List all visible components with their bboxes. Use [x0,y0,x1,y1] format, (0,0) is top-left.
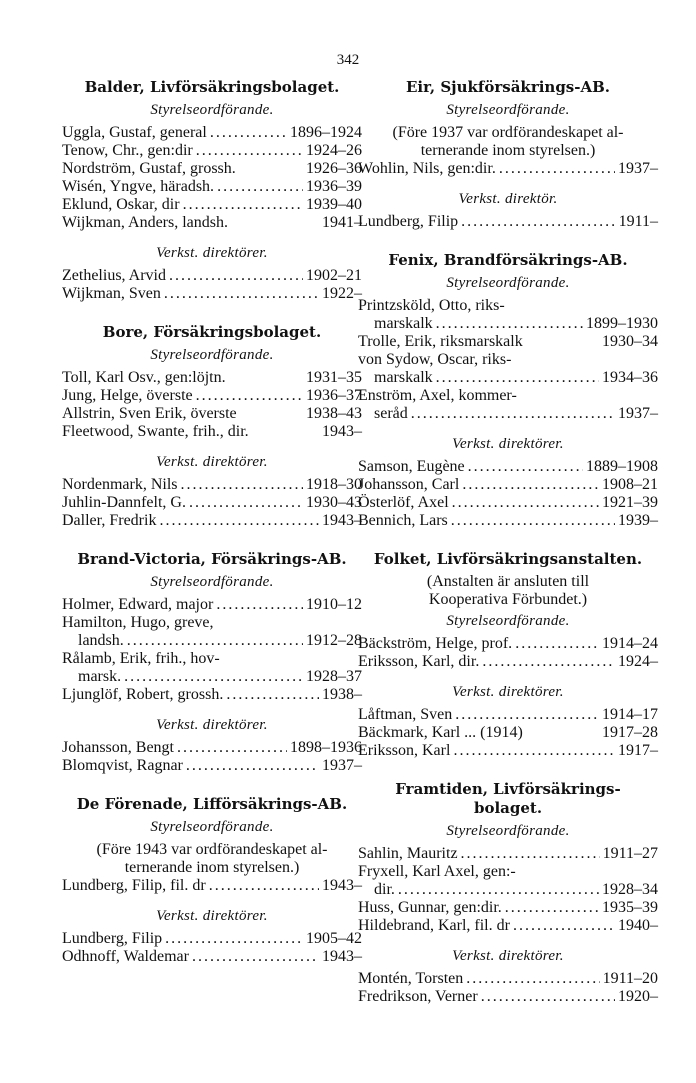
section-fenix [358,251,658,530]
board-entry: Huss, Gunnar, gen:dir. ..... 1935–39 [358,899,658,917]
board-heading: Styrelseordförande. [446,613,570,629]
director-entry: Eriksson, Karl ..... 1917– [358,742,658,760]
directors-heading: Verkst. direktör. [458,191,558,207]
board-entry: Jung, Helge, överste ..... 1936–37 [62,387,362,405]
directors-list [62,476,362,530]
section-framtiden [358,780,658,1006]
section-title-continued: bolaget. [473,799,543,817]
directors-heading: Verkst. direktörer. [156,245,268,261]
section-title: De Förenade, Lifförsäkrings-AB. [76,795,348,813]
section-brand-victoria [62,550,362,775]
board-list [62,877,362,895]
director-entry: Låftman, Sven ..... 1914–17 [358,706,658,724]
board-note: (Före 1943 var ordförandeskapet al- [96,841,328,858]
board-entry-continued: marskalk ..... 1934–36 [358,369,658,387]
director-entry: Österlöf, Axel ..... 1921–39 [358,494,658,512]
board-entry: Fleetwood, Swante, frih., dir. 1943– [62,423,362,440]
section-title: Brand-Victoria, Försäkrings-AB. [77,550,347,568]
board-entry: Trolle, Erik, riksmarskalk 1930–34 [358,333,658,350]
board-note: (Före 1937 var ordförandeskapet al- [392,124,624,141]
board-entry: Hamilton, Hugo, greve, [62,614,214,631]
board-note: ternerande inom styrelsen.) [420,142,596,159]
board-entry: Allstrin, Sven Erik, överste 1938–43 [62,405,362,422]
board-entry: Holmer, Edward, major ..... 1910–12 [62,596,362,614]
director-entry: Bennich, Lars ..... 1939– [358,512,658,530]
board-note: ternerande inom styrelsen.) [124,859,300,876]
board-entry: Eriksson, Karl, dir. ..... 1924– [358,653,658,671]
section-title: Framtiden, Livförsäkrings- [395,780,621,798]
directors-list [358,213,658,231]
director-entry: Lundberg, Filip ..... 1911– [358,213,658,231]
director-entry: Juhlin-Dannfelt, G. ..... 1930–43 [62,494,362,512]
right-column [358,78,658,1026]
board-entry: Sahlin, Mauritz ..... 1911–27 [358,845,658,863]
director-entry: Nordenmark, Nils ..... 1918–30 [62,476,362,494]
directors-heading: Verkst. direktörer. [156,908,268,924]
board-list [358,635,658,671]
board-list [62,369,362,441]
directors-list [358,458,658,530]
section-title: Fenix, Brandförsäkrings-AB. [388,251,628,269]
board-entry: Bäckström, Helge, prof. ..... 1914–24 [358,635,658,653]
board-heading: Styrelseordförande. [150,819,274,835]
directors-list [358,706,658,760]
director-entry: Samson, Eugène ..... 1889–1908 [358,458,658,476]
section-de-forenade [62,795,362,966]
board-entry: Eklund, Oskar, dir ..... 1939–40 [62,196,362,214]
directors-heading: Verkst. direktörer. [452,684,564,700]
section-title: Balder, Livförsäkringsbolaget. [84,78,340,96]
board-entry: Ljunglöf, Robert, grossh. ..... 1938– [62,686,362,704]
board-entry: Tenow, Chr., gen:dir ..... 1924–26 [62,142,362,160]
board-entry: Rålamb, Erik, frih., hov- [62,650,220,667]
board-list [62,596,362,704]
directors-heading: Verkst. direktörer. [452,948,564,964]
directors-heading: Verkst. direktörer. [452,436,564,452]
board-entry: Toll, Karl Osv., gen:löjtn. 1931–35 [62,369,362,386]
board-entry: Uggla, Gustaf, general ..... 1896–1924 [62,124,362,142]
directors-heading: Verkst. direktörer. [156,454,268,470]
board-entry-continued: dir. ..... 1928–34 [358,881,658,899]
director-entry: Johansson, Bengt ..... 1898–1936 [62,739,362,757]
section-title: Eir, Sjukförsäkrings-AB. [405,78,611,96]
board-heading: Styrelseordförande. [446,102,570,118]
board-list [358,160,658,178]
board-heading: Styrelseordförande. [446,823,570,839]
director-entry: Montén, Torsten ..... 1911–20 [358,970,658,988]
board-entry: Fryxell, Karl Axel, gen:- [358,863,516,880]
director-entry: Zethelius, Arvid ..... 1902–21 [62,267,362,285]
board-entry-continued: landsh. ..... 1912–28 [62,632,362,650]
board-list [62,124,362,232]
directors-list [62,267,362,303]
director-entry: Johansson, Carl ..... 1908–21 [358,476,658,494]
director-entry: Bäckmark, Karl ... (1914) 1917–28 [358,724,658,741]
board-entry: Lundberg, Filip, fil. dr ..... 1943– [62,877,362,895]
board-entry: von Sydow, Oscar, riks- [358,351,512,368]
director-entry: Blomqvist, Ragnar ..... 1937– [62,757,362,775]
director-entry: Daller, Fredrik ..... 1943– [62,512,362,530]
board-list [358,297,658,423]
board-heading: Styrelseordförande. [150,347,274,363]
board-heading: Styrelseordförande. [150,574,274,590]
board-entry: Wohlin, Nils, gen:dir. ..... 1937– [358,160,658,178]
board-entry: Enström, Axel, kommer- [358,387,517,404]
board-entry: Nordström, Gustaf, grossh. 1926–36 [62,160,362,177]
board-list [358,845,658,935]
director-entry: Fredrikson, Verner ..... 1920– [358,988,658,1006]
section-bore [62,323,362,530]
directors-list [358,970,658,1006]
director-entry: Odhnoff, Waldemar ..... 1943– [62,948,362,966]
director-entry: Lundberg, Filip ..... 1905–42 [62,930,362,948]
board-entry: Wijkman, Anders, landsh. 1941– [62,214,362,231]
director-entry: Wijkman, Sven ..... 1922– [62,285,362,303]
section-balder [62,78,362,303]
board-heading: Styrelseordförande. [150,102,274,118]
page-number: 342 [336,52,360,68]
directors-heading: Verkst. direktörer. [156,717,268,733]
section-eir [358,78,658,231]
left-column [62,78,362,986]
section-note: Kooperativa Förbundet.) [428,591,588,608]
section-folket [358,550,658,760]
section-note: (Anstalten är ansluten till [426,573,590,590]
directors-list [62,739,362,775]
board-entry-continued: seråd ..... 1937– [358,405,658,423]
board-entry: Hildebrand, Karl, fil. dr ..... 1940– [358,917,658,935]
directors-list [62,930,362,966]
board-heading: Styrelseordförande. [446,275,570,291]
board-entry: Printzsköld, Otto, riks- [358,297,505,314]
board-entry-continued: marskalk ..... 1899–1930 [358,315,658,333]
section-title: Folket, Livförsäkringsanstalten. [373,550,643,568]
board-entry-continued: marsk. ..... 1928–37 [62,668,362,686]
board-entry: Wisén, Yngve, häradsh. ..... 1936–39 [62,178,362,196]
section-title: Bore, Försäkringsbolaget. [102,323,322,341]
